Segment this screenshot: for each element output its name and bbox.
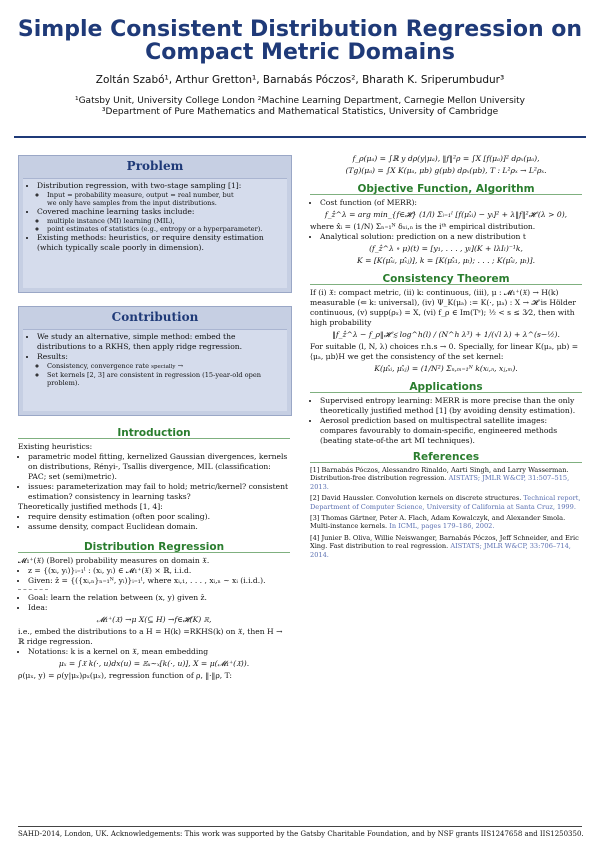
contribution-body (23, 329, 287, 411)
objective-eq2: K = [K(μₓ̂ᵢ, μₓ̂ⱼ)], k = [K(μₓ̂₁, μₜ); . . . ; K(μₓ̂ₗ, μₜ)]. (356, 256, 535, 265)
reference-link[interactable]: In ICML, pages 179–186, 2002. (389, 522, 495, 531)
consistency-text: If (i) 𝔛: compact metric, (ii) k: continuous, (iii), μ : 𝓜₁⁺(𝔛) → H(k) measurable (⇐ k: universal), (iv) Ψ_K(μₐ) := K(·, μₐ) : X → 𝓗 is Hölder continuous, (v) supp(ρₓ) = X, (vi) f_ρ ∈ Im(Tˢ); ½ < s ≤ 3⁄2, then with high probability (310, 288, 576, 327)
rt-eq1: f_ρ(μₐ) = ∫ℝ y dρ(y|μₐ), ‖f‖²ρ = ∫X [f(μₐ)]² dρₓ(μₐ), (352, 154, 540, 163)
contribution-item: • Results: (37, 352, 283, 362)
reference-link[interactable]: Technical report, Department of Computer Science, University of California at Santa Cruz, 1999. (310, 494, 581, 511)
introduction-title: Introduction (117, 427, 191, 439)
contribution-subitem: ◦ Consistency, convergence rate specially → (47, 362, 283, 371)
consistency-bound: ‖f_ẑ^λ − f_ρ‖𝓗 ≲ log^h(l) / (N^h λ³) + 1/(√l λ) + λ^(s−½). (332, 330, 560, 339)
application-item: • Supervised entropy learning: MERR is more precise than the only theoretically justified method [1] (by avoiding density estimation). (320, 396, 582, 416)
header-divider (14, 136, 586, 138)
dr-notations: • Notations: k is a kernel on 𝔛, mean embedding (28, 647, 290, 657)
references-title: References (412, 451, 480, 463)
dr-idea-eq: 𝓜₁⁺(𝔛) →μ X(⊆ H) →f∈𝓗(K) ℝ, (96, 615, 212, 624)
reference-item: [4] Junier B. Oliva, Willie Neiswanger, Barnabás Póczos, Jeff Schneider, and Eric Xing. Fast distribution to real regression. AISTATS; JMLR W&CP, 33:706–714, 2014. (310, 533, 579, 559)
specially-label: specially (151, 364, 176, 370)
contribution-subitem: ◦ Set kernels [2, 3] are consistent in regression (15-year-old open problem). (47, 371, 283, 387)
consistency-text2: For suitable (l, N, λ) choices r.h.s → 0. Specially, for linear K(μₐ, μb) = ⟨μₐ, μb⟩H we get the consistency of the set kernel: (310, 342, 579, 361)
dashed-divider (18, 589, 48, 590)
objective-cost-eq: f_ẑ^λ = arg min_{f∈𝓗} (1/l) Σᵢ₌₁ˡ [f(μₓ̂ᵢ) − yᵢ]² + λ‖f‖²𝓗 (λ > 0), (324, 210, 568, 219)
objective-eq1: (f_ẑ^λ ∘ μ)(t) = [y₁, . . . , yₗ](K + lλIₗ)⁻¹k, (369, 244, 523, 253)
problem-subitem: ◦ multiple instance (MI) learning (MIL), (47, 217, 283, 225)
problem-item: • Covered machine learning tasks include: (37, 207, 283, 217)
poster-title: Simple Consistent Distribution Regression on Compact Metric Domains (17, 17, 583, 65)
reference-link[interactable]: AISTATS; JMLR W&CP, 33:706–714, 2014. (310, 542, 571, 559)
intro-item: • assume density, compact Euclidean domain. (28, 522, 290, 532)
problem-body (23, 178, 287, 288)
reference-link[interactable]: AISTATS; JMLR W&CP, 31:507–515, 2013. (310, 474, 570, 491)
objective-analytical: • Analytical solution: prediction on a new distribution t (320, 232, 582, 242)
right-column (310, 152, 582, 562)
dr-item-given: • Given: ẑ = {({xᵢ,ₙ}ₙ₌₁ᴺ, yᵢ)}ᵢ₌₁ˡ, where xᵢ,₁, . . . , xᵢ,ₙ ~ xᵢ (i.i.d.). (28, 576, 290, 586)
intro-item: • issues: parameterization may fail to hold; metric/kernel? consistent estimation? consistency in learning tasks? (28, 482, 290, 502)
applications-title: Applications (409, 381, 483, 393)
footer: SAHD-2014, London, UK. Acknowledgements: This work was supported by the Gatsby Charitable Foundation, and by NSF grants IIS1247658 and IIS1250350. (18, 830, 584, 838)
dr-item-z: • z = {(xᵢ, yᵢ)}ᵢ₌₁ˡ : (xᵢ, yᵢ) ∈ 𝓜₁⁺(𝔛) × ℝ, i.i.d. (28, 566, 290, 576)
affiliations: ¹Gatsby Unit, University College London ²Machine Learning Department, Carnegie Mellon University ³Department of Pure Mathematics and Mathematical Statistics, University of Cambridge (74, 96, 526, 117)
problem-title: Problem (126, 159, 184, 173)
reference-item: [1] Barnabás Póczos, Alessandro Rinaldo, Aarti Singh, and Larry Wasserman. Distribution-free distribution regression. AISTATS; JMLR W&CP, 31:507–515, 2013. (310, 466, 570, 491)
reference-item: [2] David Haussler. Convolution kernels on discrete structures. Technical report, Department of Computer Science, University of California at Santa Cruz, 1999. (310, 494, 581, 511)
dr-last: ρ(μₓ, y) = ρ(y|μₓ)ρₓ(μₓ), regression function of ρ, ‖·‖ρ, T: (18, 671, 232, 680)
intro-lead2: Theoretically justified methods [1, 4]: (18, 502, 163, 511)
footer-divider (18, 826, 582, 827)
objective-where: where x̂ᵢ = (1/N) Σₙ₌₁ᴺ δₓᵢ,ₙ is the iᵗʰ empirical distribution. (310, 222, 536, 231)
left-column (18, 428, 290, 681)
intro-lead: Existing heuristics: (18, 442, 93, 451)
rt-eq2: (Tg)(μₐ) = ∫X K(μₐ, μb) g(μb) dρₓ(μb), T : L²ρₓ → L²ρₓ. (345, 166, 547, 175)
problem-subitem: ◦ point estimates of statistics (e.g., entropy or a hyperparameter). (47, 225, 283, 233)
dr-line1: 𝓜₁⁺(𝔛) (Borel) probability measures on domain 𝔛. (18, 556, 210, 565)
problem-item: • Existing methods: heuristics, or require density estimation (which typically scale poorly in dimension). (37, 233, 283, 253)
dr-idea: • Idea: (28, 603, 290, 613)
intro-item: • require density estimation (often poor scaling). (28, 512, 290, 522)
application-item: • Aerosol prediction based on multispectral satellite images: compares favourably to domain-specific, engineered methods (beating state-of-the art MI techniques). (320, 416, 582, 446)
problem-subitem: we only have samples from the input distributions. (47, 199, 217, 207)
intro-item: • parametric model fitting, kernelized Gaussian divergences, kernels on distributions, Rényi-, Tsallis divergence, MIL (classification: PAC; set (semi)metric). (28, 452, 290, 482)
dr-notations-eq: μₓ = ∫𝔛 k(·, u)dx(u) = 𝔼ᵤ∼ₓ[k(·, u)], X = μ(𝓜₁⁺(𝔛)). (58, 659, 250, 668)
dist-regression-title: Distribution Regression (83, 541, 225, 553)
dr-idea-text: i.e., embed the distributions to a H = H(k) =RKHS(k) on 𝔛, then H → ℝ ridge regression. (18, 627, 283, 646)
consistency-title: Consistency Theorem (382, 273, 510, 285)
consistency-set-eq: K(μₓ̂ᵢ, μₓ̂ⱼ) = (1/N²) Σₙ,ₘ₌₁ᴺ k(xᵢ,ₙ, xⱼ,ₘ). (374, 364, 518, 373)
contribution-box (18, 306, 292, 416)
problem-item: • Distribution regression, with two-stage sampling [1]: (37, 181, 283, 191)
authors: Zoltán Szabó¹, Arthur Gretton¹, Barnabás Póczos², Bharath K. Sriperumbudur³ (95, 74, 505, 86)
reference-item: [3] Thomas Gärtner, Peter A. Flach, Adam Kowalczyk, and Alexander Smola. Multi-instance kernels. In ICML, pages 179–186, 2002. (310, 514, 566, 531)
contribution-title: Contribution (111, 310, 199, 324)
poster-header (0, 0, 600, 130)
objective-title: Objective Function, Algorithm (357, 183, 535, 195)
objective-cost: • Cost function (of MERR): (320, 198, 582, 208)
problem-subitem: ◦ Input = probability measure, output = real number, but (47, 191, 283, 199)
dr-goal: • Goal: learn the relation between (x, y) given ẑ. (28, 593, 290, 603)
contribution-item: • We study an alternative, simple method: embed the distributions to a RKHS, then apply ridge regression. (37, 332, 283, 352)
problem-box (18, 155, 292, 293)
